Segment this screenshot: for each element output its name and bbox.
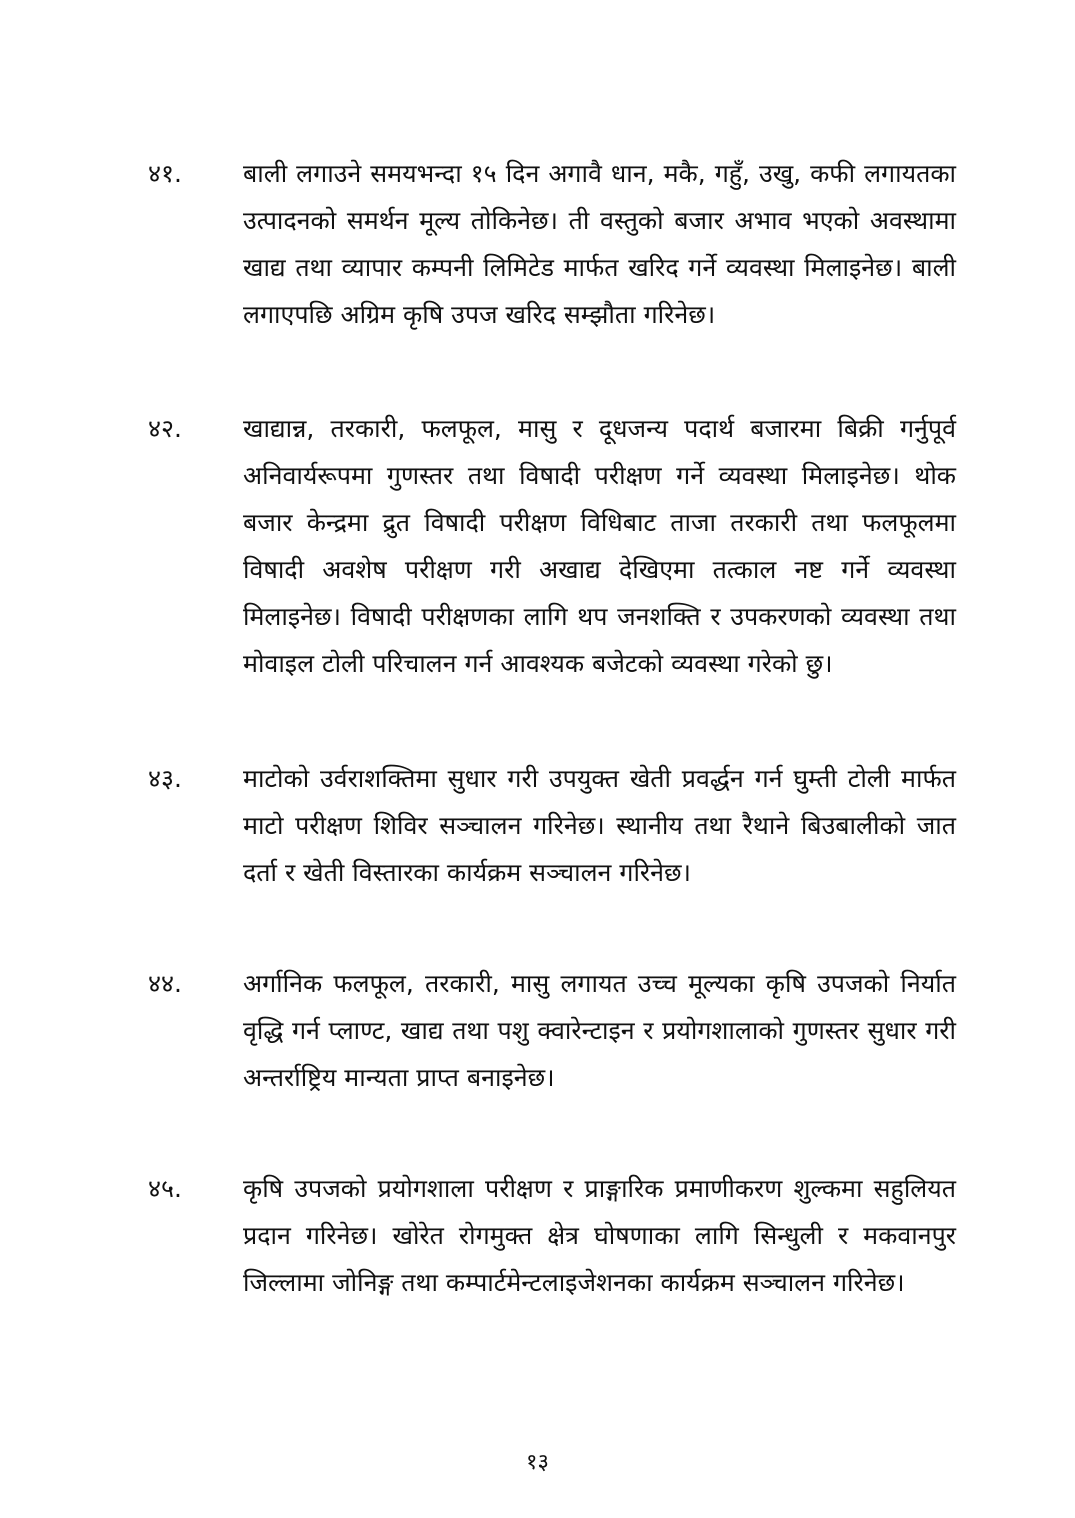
paragraph-text: कृषि उपजको प्रयोगशाला परीक्षण र प्राङ्गारिक प्रमाणीकरण शुल्कमा सहुलियत प्रदान गरिनेछ। खोरेत रोगमुक्त क्षेत्र घोषणाका लागि सिन्धुली र मकवानपुर जिल्लामा जोनिङ्ग तथा कम्पार्टमेन्टलाइजेशनका कार्यक्रम सञ्चालन गरिनेछ। <box>243 1174 956 1297</box>
paragraph-text: अर्गानिक फलफूल, तरकारी, मासु लगायत उच्च मूल्यका कृषि उपजको निर्यात वृद्धि गर्न प्लाण्ट, खाद्य तथा पशु क्वारेन्टाइन र प्रयोगशालाको गुणस्तर सुधार गरी अन्तर्राष्ट्रिय मान्यता प्राप्त बनाइनेछ। <box>243 969 956 1092</box>
paragraph-number: ४३. <box>148 764 182 793</box>
paragraph-number: ४१. <box>148 159 182 188</box>
paragraph-text: बाली लगाउने समयभन्दा १५ दिन अगावै धान, मकै, गहुँ, उखु, कफी लगायतका उत्पादनको समर्थन मूल्य तोकिनेछ। ती वस्तुको बजार अभाव भएको अवस्थामा खाद्य तथा व्यापार कम्पनी लिमिटेड मार्फत खरिद गर्ने व्यवस्था मिलाइनेछ। बाली लगाएपछि अग्रिम कृषि उपज खरिद सम्झौता गरिनेछ। <box>243 159 956 329</box>
paragraph-text: खाद्यान्न, तरकारी, फलफूल, मासु र दूधजन्य पदार्थ बजारमा बिक्री गर्नुपूर्व अनिवार्यरूपमा गुणस्तर तथा विषादी परीक्षण गर्ने व्यवस्था मिलाइनेछ। थोक बजार केन्द्रमा द्रुत विषादी परीक्षण विधिबाट ताजा तरकारी तथा फलफूलमा विषादी अवशेष परीक्षण गरी अखाद्य देखिएमा तत्काल नष्ट गर्ने व्यवस्था मिलाइनेछ। विषादी परीक्षणका लागि थप जनशक्ति र उपकरणको व्यवस्था तथा मोवाइल टोली परिचालन गर्न आवश्यक बजेटको व्यवस्था गरेको छु। <box>243 414 956 678</box>
paragraph-number: ४२. <box>148 414 182 443</box>
paragraph-number: ४५. <box>148 1174 182 1203</box>
page-number: १३ <box>526 1450 549 1475</box>
paragraph-number: ४४. <box>148 969 182 998</box>
paragraph-text: माटोको उर्वराशक्तिमा सुधार गरी उपयुक्त खेती प्रवर्द्धन गर्न घुम्ती टोली मार्फत माटो परीक्षण शिविर सञ्चालन गरिनेछ। स्थानीय तथा रैथाने बिउबालीको जात दर्ता र खेती विस्तारका कार्यक्रम सञ्चालन गरिनेछ। <box>243 764 956 887</box>
